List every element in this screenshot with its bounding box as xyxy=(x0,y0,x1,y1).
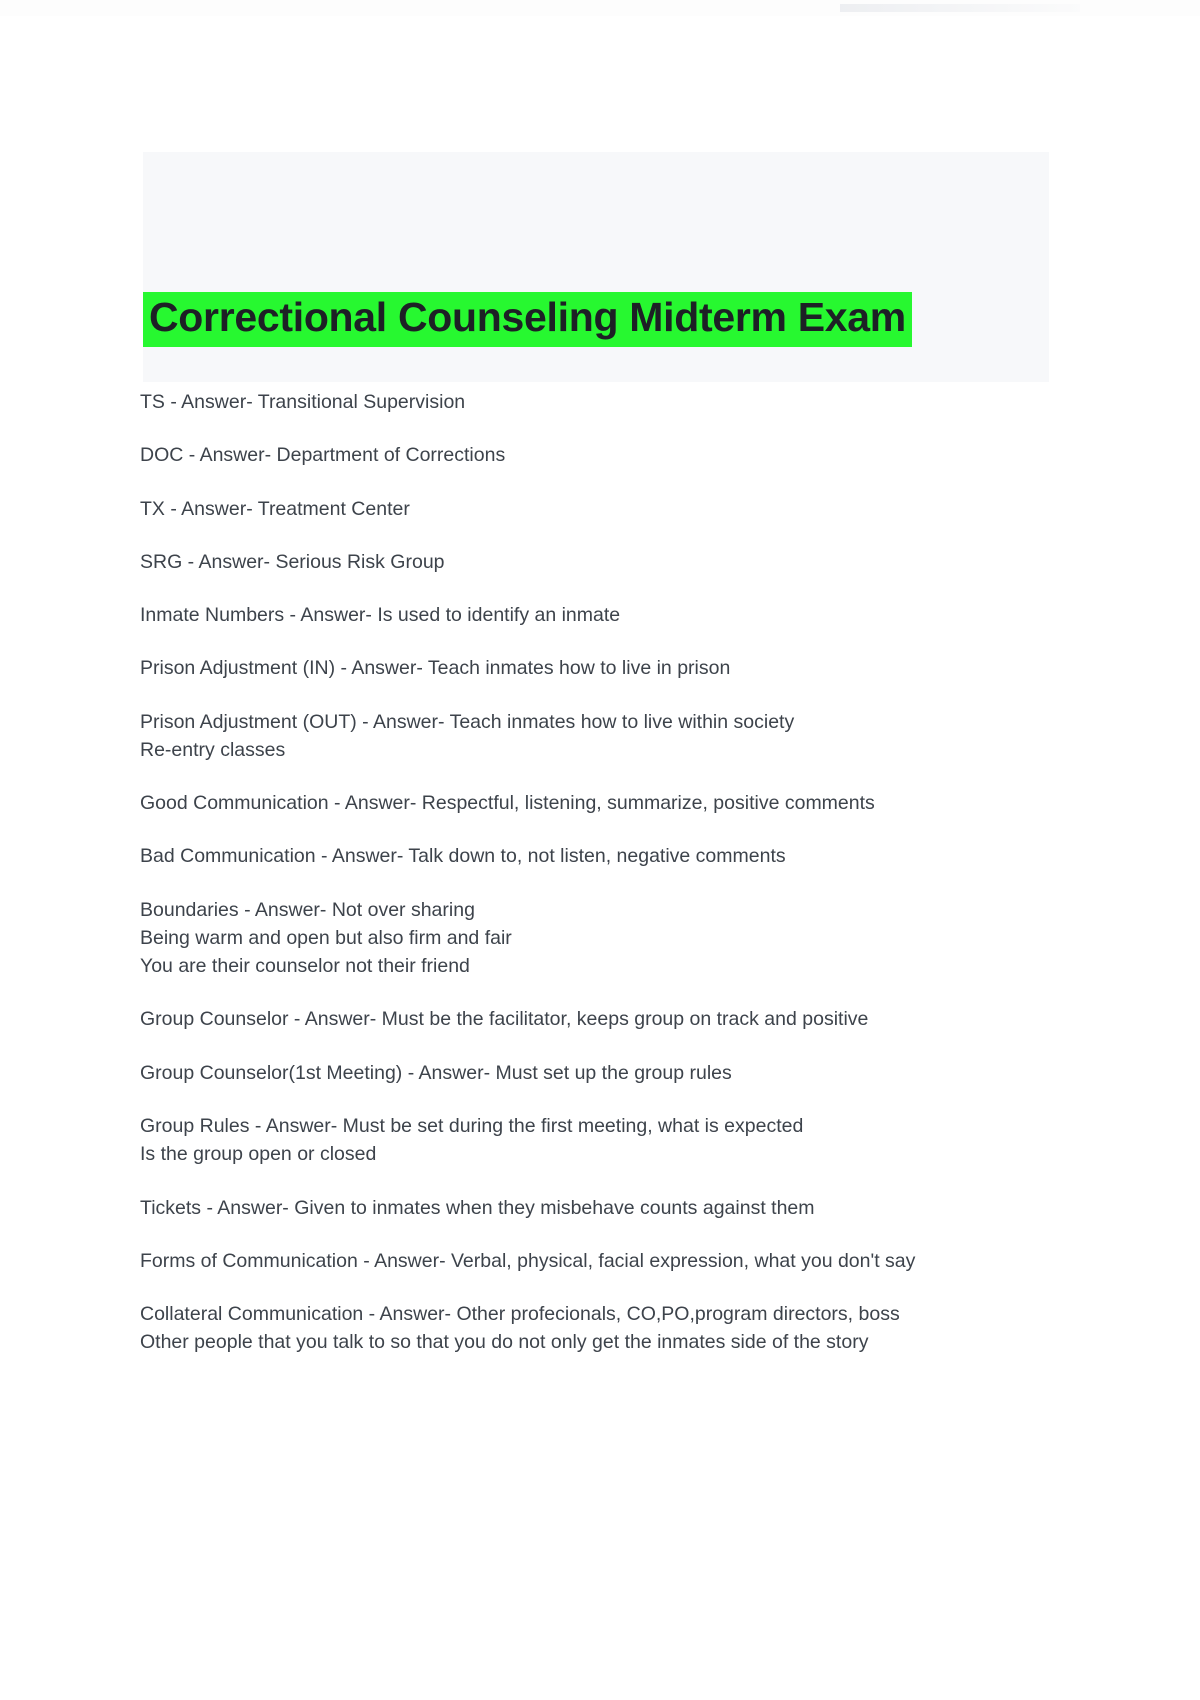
qa-entry xyxy=(140,495,1040,523)
qa-entry-line: Is the group open or closed xyxy=(140,1143,377,1166)
qa-entry xyxy=(140,789,1040,817)
qa-entry xyxy=(140,1005,1040,1033)
qa-entry-line: Boundaries - Answer- Not over sharing xyxy=(140,898,475,921)
qa-entry-line: DOC - Answer- Department of Corrections xyxy=(140,444,506,467)
qa-entry xyxy=(140,388,1040,416)
title-block xyxy=(143,152,1049,382)
qa-entry xyxy=(140,548,1040,576)
qa-entry-line: Bad Communication - Answer- Talk down to, not listen, negative comments xyxy=(140,845,786,868)
qa-entry xyxy=(140,1112,1040,1169)
qa-entry xyxy=(140,1247,1040,1275)
qa-entry-line: Re-entry classes xyxy=(140,738,286,761)
qa-entry-line: Other people that you talk to so that you do not only get the inmates side of the story xyxy=(140,1331,869,1354)
qa-entry-line: Collateral Communication - Answer- Other profecionals, CO,PO,program directors, boss xyxy=(140,1303,900,1326)
qa-entry xyxy=(140,601,1040,629)
qa-entry xyxy=(140,842,1040,870)
qa-entry-line: Good Communication - Answer- Respectful, listening, summarize, positive comments xyxy=(140,792,875,815)
qa-entry xyxy=(140,1194,1040,1222)
qa-entry-line: Group Counselor - Answer- Must be the facilitator, keeps group on track and positive xyxy=(140,1008,869,1031)
qa-entry-line: TS - Answer- Transitional Supervision xyxy=(140,391,466,413)
qa-entry-line: TX - Answer- Treatment Center xyxy=(140,497,410,520)
qa-entry xyxy=(140,896,1040,981)
qa-entry-line: Tickets - Answer- Given to inmates when they misbehave counts against them xyxy=(140,1196,815,1219)
qa-entry xyxy=(140,708,1040,765)
qa-entry-line: Prison Adjustment (IN) - Answer- Teach inmates how to live in prison xyxy=(140,657,731,680)
document-body xyxy=(140,388,1040,1382)
page-title: Correctional Counseling Midterm Exam xyxy=(143,292,912,346)
qa-entry xyxy=(140,1059,1040,1087)
qa-entry xyxy=(140,441,1040,469)
scan-artifact xyxy=(840,4,1080,12)
qa-entry-line: Forms of Communication - Answer- Verbal, physical, facial expression, what you don't say xyxy=(140,1249,916,1272)
qa-entry-line: Prison Adjustment (OUT) - Answer- Teach inmates how to live within society xyxy=(140,710,795,733)
qa-entry-line: Group Counselor(1st Meeting) - Answer- Must set up the group rules xyxy=(140,1061,732,1084)
qa-entry xyxy=(140,1300,1040,1357)
qa-entry xyxy=(140,654,1040,682)
qa-entry-line: Group Rules - Answer- Must be set during the first meeting, what is expected xyxy=(140,1114,804,1137)
qa-entry-line: Inmate Numbers - Answer- Is used to identify an inmate xyxy=(140,604,621,627)
qa-entry-line: Being warm and open but also firm and fair xyxy=(140,926,512,949)
qa-entry-line: SRG - Answer- Serious Risk Group xyxy=(140,550,445,573)
qa-entry-line: You are their counselor not their friend xyxy=(140,955,470,978)
